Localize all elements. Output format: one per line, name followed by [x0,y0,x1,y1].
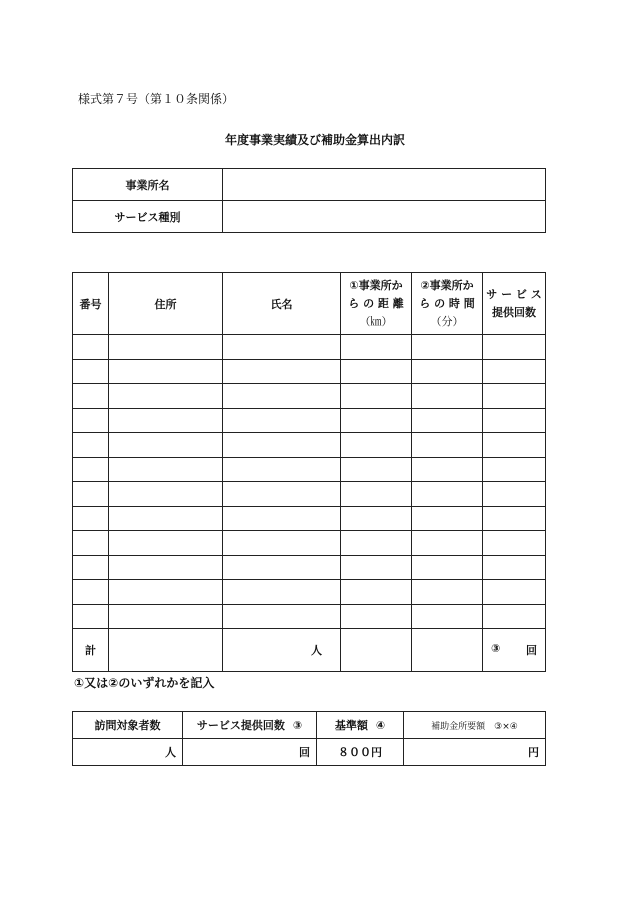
table-cell[interactable] [109,531,223,556]
total-address-cell [109,629,223,672]
table-cell[interactable] [483,580,546,605]
col-distance-header [341,273,412,335]
office-name-label: 事業所名 [73,169,223,201]
table-cell[interactable] [223,580,341,605]
table-row [73,580,546,605]
office-info-table [72,168,546,233]
table-cell[interactable] [483,335,546,360]
table-cell[interactable] [73,335,109,360]
table-cell[interactable] [109,482,223,507]
table-cell[interactable] [223,531,341,556]
subsidy-value[interactable]: 円 [404,739,546,766]
table-cell[interactable] [412,482,483,507]
table-cell[interactable] [109,335,223,360]
note-text: ①又は②のいずれかを記入 [74,676,215,690]
col-count-line1: サ ー ビ ス [486,287,542,301]
col-time-header [412,273,483,335]
total-label: 計 [73,629,109,672]
table-cell[interactable] [341,531,412,556]
total-time-cell [412,629,483,672]
table-cell[interactable] [73,604,109,629]
table-cell[interactable] [483,433,546,458]
table-cell[interactable] [223,359,341,384]
table-cell[interactable] [73,408,109,433]
table-cell[interactable] [341,555,412,580]
table-cell[interactable] [412,457,483,482]
table-cell[interactable] [109,506,223,531]
table-cell[interactable] [412,408,483,433]
table-cell[interactable] [109,384,223,409]
total-persons[interactable]: 人 [223,629,341,672]
total-distance-cell [341,629,412,672]
table-cell[interactable] [73,457,109,482]
table-cell[interactable] [109,433,223,458]
table-cell[interactable] [223,433,341,458]
total-count[interactable] [483,629,546,672]
table-cell[interactable] [341,457,412,482]
summary-value-row [73,739,546,766]
table-cell[interactable] [483,555,546,580]
table-row [73,335,546,360]
table-row [73,359,546,384]
table-row [73,506,546,531]
col-number-header: 番号 [73,273,109,335]
col-distance-line1: ①事業所か [349,278,403,292]
table-cell[interactable] [341,482,412,507]
service-count-header: サービス提供回数 ③ [183,712,317,739]
table-cell[interactable] [73,482,109,507]
base-amount-value: ８００円 [317,739,404,766]
table-cell[interactable] [483,482,546,507]
table-cell[interactable] [223,384,341,409]
table-cell[interactable] [483,384,546,409]
visitors-value[interactable]: 人 [73,739,183,766]
table-cell[interactable] [73,555,109,580]
table-cell[interactable] [412,433,483,458]
col-count-line2: 提供回数 [492,305,536,319]
col-address-header: 住所 [109,273,223,335]
table-cell[interactable] [483,359,546,384]
table-cell[interactable] [223,555,341,580]
table-cell[interactable] [109,604,223,629]
form-number: 様式第７号（第１０条関係） [78,92,235,106]
table-cell[interactable] [412,335,483,360]
service-type-label: サービス種別 [73,201,223,233]
table-cell[interactable] [223,604,341,629]
table-cell[interactable] [73,433,109,458]
table-cell[interactable] [483,408,546,433]
table-cell[interactable] [341,408,412,433]
table-cell[interactable] [73,580,109,605]
table-cell[interactable] [73,384,109,409]
table-cell[interactable] [412,555,483,580]
table-row [73,604,546,629]
total-count-mark: ③ [491,642,501,655]
table-cell[interactable] [483,531,546,556]
table-row [73,457,546,482]
table-cell[interactable] [109,408,223,433]
table-cell[interactable] [412,604,483,629]
table-row [73,531,546,556]
table-cell[interactable] [223,506,341,531]
col-distance-line2: ら の 距 離 [348,296,404,310]
total-count-unit: 回 [526,644,537,657]
col-time-line1: ②事業所か [420,278,474,292]
table-cell[interactable] [341,604,412,629]
base-amount-header: 基準額 ④ [317,712,404,739]
table-row [73,482,546,507]
office-name-field[interactable] [223,169,546,201]
table-cell[interactable] [412,359,483,384]
table-cell[interactable] [341,359,412,384]
table-cell[interactable] [223,408,341,433]
detail-table [72,272,546,672]
table-cell[interactable] [412,506,483,531]
table-cell[interactable] [109,359,223,384]
total-row [73,629,546,672]
table-row [73,408,546,433]
table-cell[interactable] [109,580,223,605]
detail-header-row [73,273,546,335]
service-type-field[interactable] [223,201,546,233]
col-count-header [483,273,546,335]
table-cell[interactable] [341,506,412,531]
table-cell[interactable] [412,580,483,605]
subsidy-header: 補助金所要額 ③×④ [404,712,546,739]
service-count-value[interactable]: 回 [183,739,317,766]
table-row [73,433,546,458]
table-cell[interactable] [483,604,546,629]
col-time-line3: （分） [430,314,464,328]
table-cell[interactable] [223,335,341,360]
col-time-line2: ら の 時 間 [419,296,475,310]
table-cell[interactable] [109,555,223,580]
table-cell[interactable] [341,580,412,605]
table-cell[interactable] [223,457,341,482]
table-cell[interactable] [223,482,341,507]
table-cell[interactable] [412,531,483,556]
summary-header-row [73,712,546,739]
table-row [73,384,546,409]
table-cell[interactable] [483,506,546,531]
table-cell[interactable] [341,384,412,409]
table-cell[interactable] [73,506,109,531]
table-cell[interactable] [73,531,109,556]
table-cell[interactable] [73,359,109,384]
summary-table [72,711,546,766]
table-cell[interactable] [341,433,412,458]
col-distance-line3: （㎞） [359,314,393,328]
table-cell[interactable] [412,384,483,409]
table-row [73,555,546,580]
table-cell[interactable] [483,457,546,482]
table-cell[interactable] [341,335,412,360]
table-cell[interactable] [109,457,223,482]
visitors-header: 訪問対象者数 [73,712,183,739]
page-title: 年度事業実績及び補助金算出内訳 [224,133,405,147]
col-name-header: 氏名 [223,273,341,335]
